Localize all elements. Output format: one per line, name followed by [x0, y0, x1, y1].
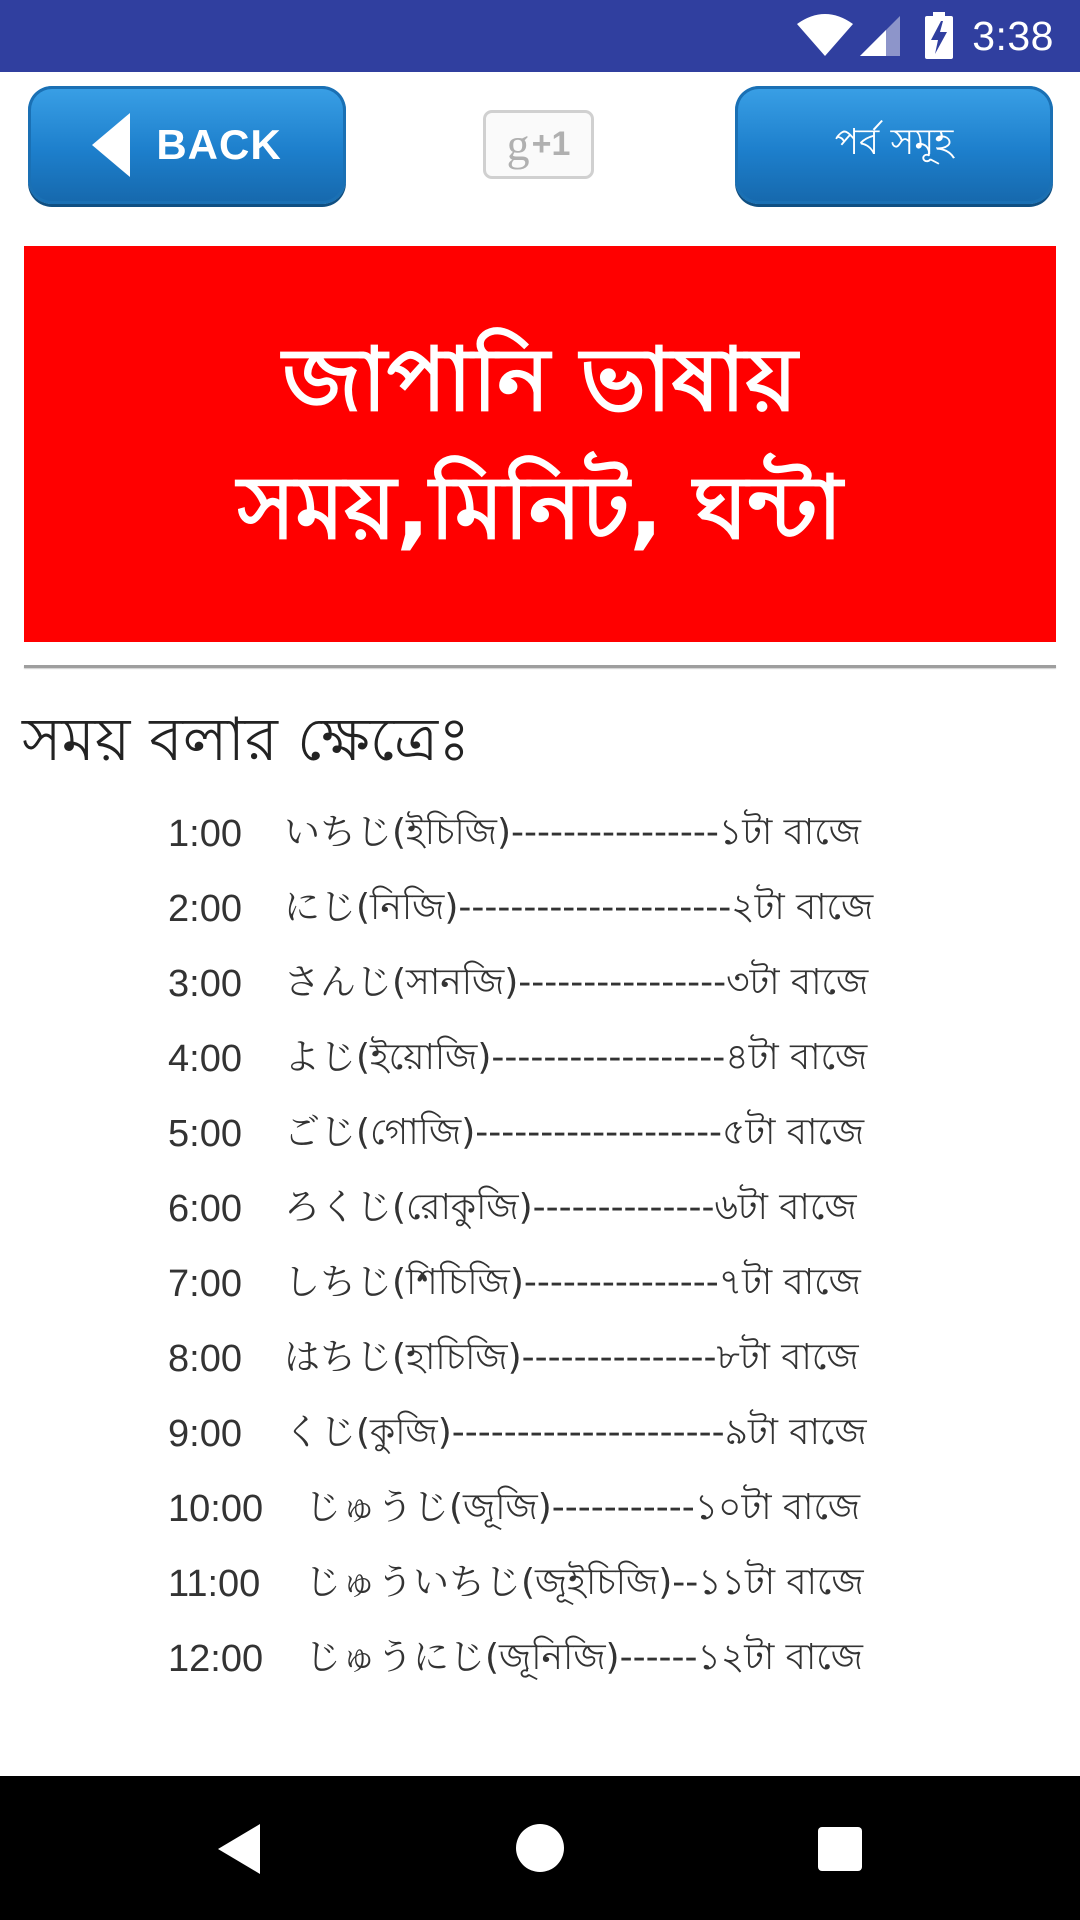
time-row: 4:00 よじ(ইয়োজি)------------------৪টা বাজে — [168, 1037, 868, 1080]
lesson-title-banner — [24, 246, 1056, 642]
nav-back-icon[interactable] — [218, 1824, 260, 1874]
episodes-button-label: পর্ব সমূহ — [834, 122, 954, 163]
google-plus-one-button[interactable]: g +1 — [483, 110, 594, 179]
time-list — [168, 797, 873, 1697]
navigation-bar — [0, 1776, 1080, 1920]
status-bar — [0, 0, 1080, 72]
time-row: 1:00 いちじ(ইচিজি)----------------১টা বাজে — [168, 812, 861, 855]
time-row: 8:00 はちじ(হাচিজি)---------------৮টা বাজে — [168, 1337, 859, 1380]
back-button[interactable] — [28, 86, 346, 204]
banner-title-line-1: জাপানি ভাষায় — [282, 328, 798, 431]
nav-home-icon[interactable] — [516, 1824, 564, 1872]
time-row: 12:00 じゅうにじ(জূনিজি)------১২টা বাজে — [168, 1637, 863, 1680]
cell-signal-icon — [858, 14, 902, 58]
time-row: 5:00 ごじ(গোজি)-------------------৫টা বাজে — [168, 1112, 865, 1155]
time-row: 10:00 じゅうじ(জূজি)-----------১০টা বাজে — [168, 1487, 861, 1530]
back-arrow-icon — [92, 113, 130, 177]
google-plus-icon: g — [506, 119, 530, 170]
back-button-label: BACK — [156, 121, 282, 168]
divider — [24, 665, 1056, 668]
time-row: 11:00 じゅういちじ(জূইচিজি)--১১টা বাজে — [168, 1562, 864, 1605]
banner-title-line-2: সময়,মিনিট, ঘন্টা — [237, 456, 843, 559]
status-time: 3:38 — [972, 12, 1054, 59]
battery-charging-icon — [924, 12, 954, 60]
time-row: 9:00 くじ(কুজি)---------------------৯টা বাজে — [168, 1412, 867, 1455]
section-heading: সময় বলার ক্ষেত্রেঃ — [22, 705, 471, 775]
nav-recents-icon[interactable] — [818, 1827, 862, 1871]
time-row: 3:00 さんじ(সানজি)----------------৩টা বাজে — [168, 962, 869, 1005]
episodes-button[interactable] — [735, 86, 1053, 204]
wifi-icon — [796, 14, 854, 58]
top-toolbar — [0, 72, 1080, 218]
time-row: 6:00 ろくじ(রোকুজি)--------------৬টা বাজে — [168, 1187, 857, 1230]
time-row: 2:00 にじ(নিজি)---------------------২টা বাজে — [168, 887, 874, 930]
time-row: 7:00 しちじ(শিচিজি)---------------৭টা বাজে — [168, 1262, 861, 1305]
